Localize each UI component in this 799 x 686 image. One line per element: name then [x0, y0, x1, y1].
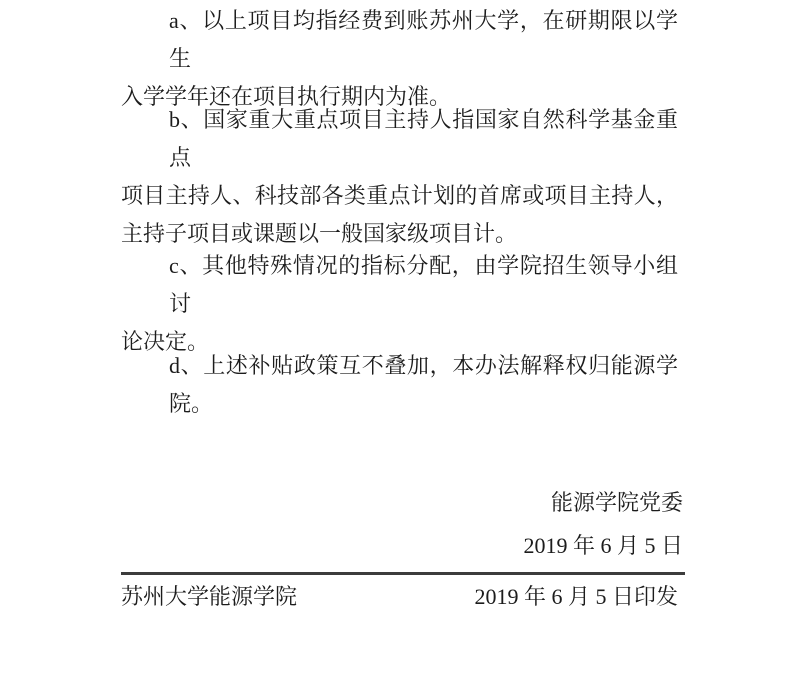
paragraph-c: [121, 247, 678, 361]
paragraph-c-line-1: c、其他特殊情况的指标分配，由学院招生领导小组讨: [169, 253, 678, 316]
paragraph-b: [121, 101, 678, 253]
signature-name: 能源学院党委: [550, 490, 683, 515]
footer-divider: [121, 572, 685, 575]
paragraph-b-line-2: 项目主持人、科技部各类重点计划的首席或项目主持人，: [121, 183, 678, 208]
paragraph-a-line-2: 入学学年还在项目执行期内为准。: [121, 84, 452, 109]
paragraph-b-line-3: 主持子项目或课题以一般国家级项目计。: [121, 221, 518, 246]
footer: [121, 578, 678, 616]
paragraph-a-line-1: a、以上项目均指经费到账苏州大学，在研期限以学生: [169, 8, 678, 71]
paragraph-b-line-1: b、国家重大重点项目主持人指国家自然科学基金重点: [169, 107, 678, 170]
signature-date: 2019 年 6 月 5 日: [523, 533, 683, 558]
paragraph-c-line-2: 论决定。: [121, 329, 210, 354]
footer-issuer: 苏州大学能源学院: [121, 584, 298, 609]
paragraph-d: [121, 347, 678, 423]
paragraph-d-line-1: d、上述补贴政策互不叠加，本办法解释权归能源学院。: [169, 353, 678, 416]
paragraph-a: [121, 2, 678, 116]
footer-issue-date: 2019 年 6 月 5 日印发: [474, 584, 678, 609]
